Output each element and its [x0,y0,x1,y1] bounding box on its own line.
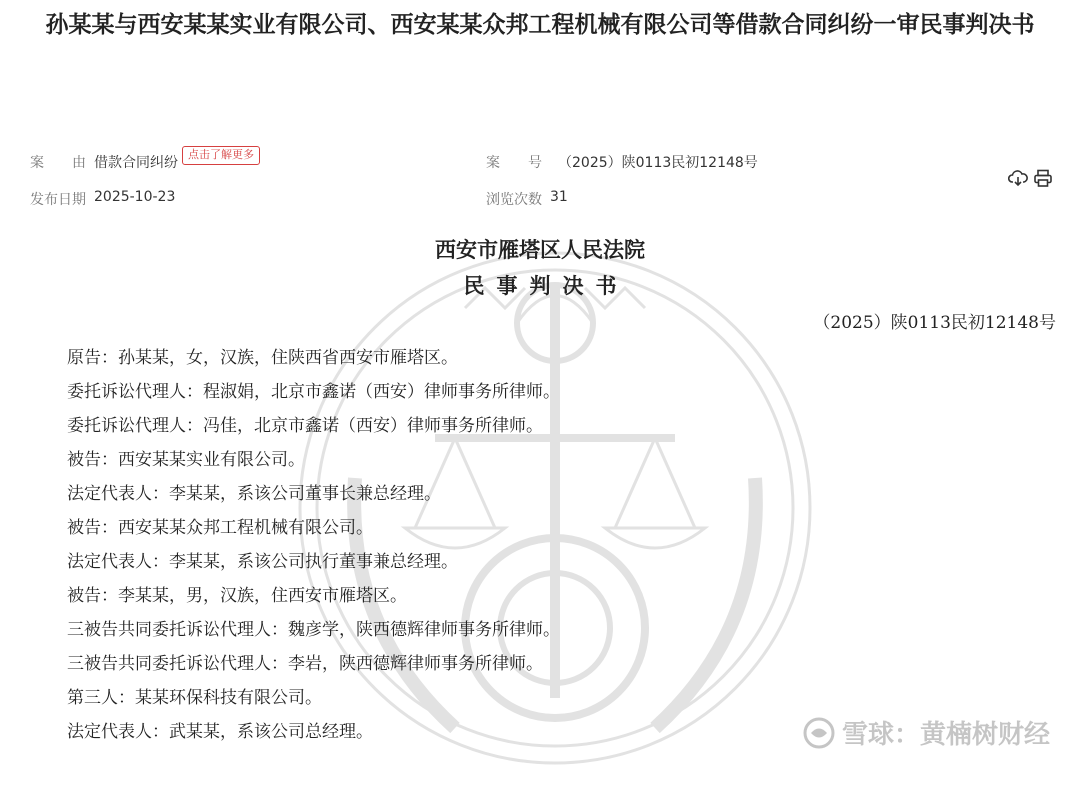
party-line: 被告：西安某某实业有限公司。 [67,450,305,470]
xueqiu-logo-icon [802,716,836,750]
party-line: 被告：李某某，男，汉族，住西安市雁塔区。 [67,586,407,606]
cause-value: 借款合同纠纷 [94,155,178,171]
party-line: 第三人：某某环保科技有限公司。 [67,688,322,708]
learn-more-badge[interactable]: 点击了解更多 [182,146,260,165]
party-line: 法定代表人：武某某，系该公司总经理。 [67,722,373,742]
xueqiu-watermark [802,714,1050,751]
publish-date-value: 2025-10-23 [94,189,176,205]
publish-date-label: 发布日期 [30,192,86,208]
cloud-download-icon[interactable] [1008,168,1028,188]
cause-label: 案 由 [30,155,86,171]
party-line: 三被告共同委托诉讼代理人：李岩，陕西德辉律师事务所律师。 [67,654,543,674]
case-no-value: （2025）陕0113民初12148号 [558,155,758,171]
party-list [67,341,560,749]
party-line: 原告：孙某某，女，汉族，住陕西省西安市雁塔区。 [67,348,458,368]
party-line: 委托诉讼代理人：程淑娟，北京市鑫诺（西安）律师事务所律师。 [67,382,560,402]
xueqiu-watermark-text: 雪球：黄楠树财经 [841,720,1050,750]
case-no-label: 案 号 [486,155,542,171]
views-label: 浏览次数 [486,192,542,208]
party-line: 委托诉讼代理人：冯佳，北京市鑫诺（西安）律师事务所律师。 [67,416,543,436]
party-line: 法定代表人：李某某，系该公司执行董事兼总经理。 [67,552,458,572]
party-line: 三被告共同委托诉讼代理人：魏彦学，陕西德辉律师事务所律师。 [67,620,560,640]
printer-icon[interactable] [1033,168,1053,188]
document-case-number: （2025）陕0113民初12148号 [813,313,1056,333]
views-value: 31 [550,189,568,205]
party-line: 被告：西安某某众邦工程机械有限公司。 [67,518,373,538]
page-title: 孙某某与西安某某实业有限公司、西安某某众邦工程机械有限公司等借款合同纠纷一审民事判决书 [45,12,1035,38]
document-type: 民事判决书 [463,274,629,298]
court-name: 西安市雁塔区人民法院 [435,238,645,262]
party-line: 法定代表人：李某某，系该公司董事长兼总经理。 [67,484,441,504]
